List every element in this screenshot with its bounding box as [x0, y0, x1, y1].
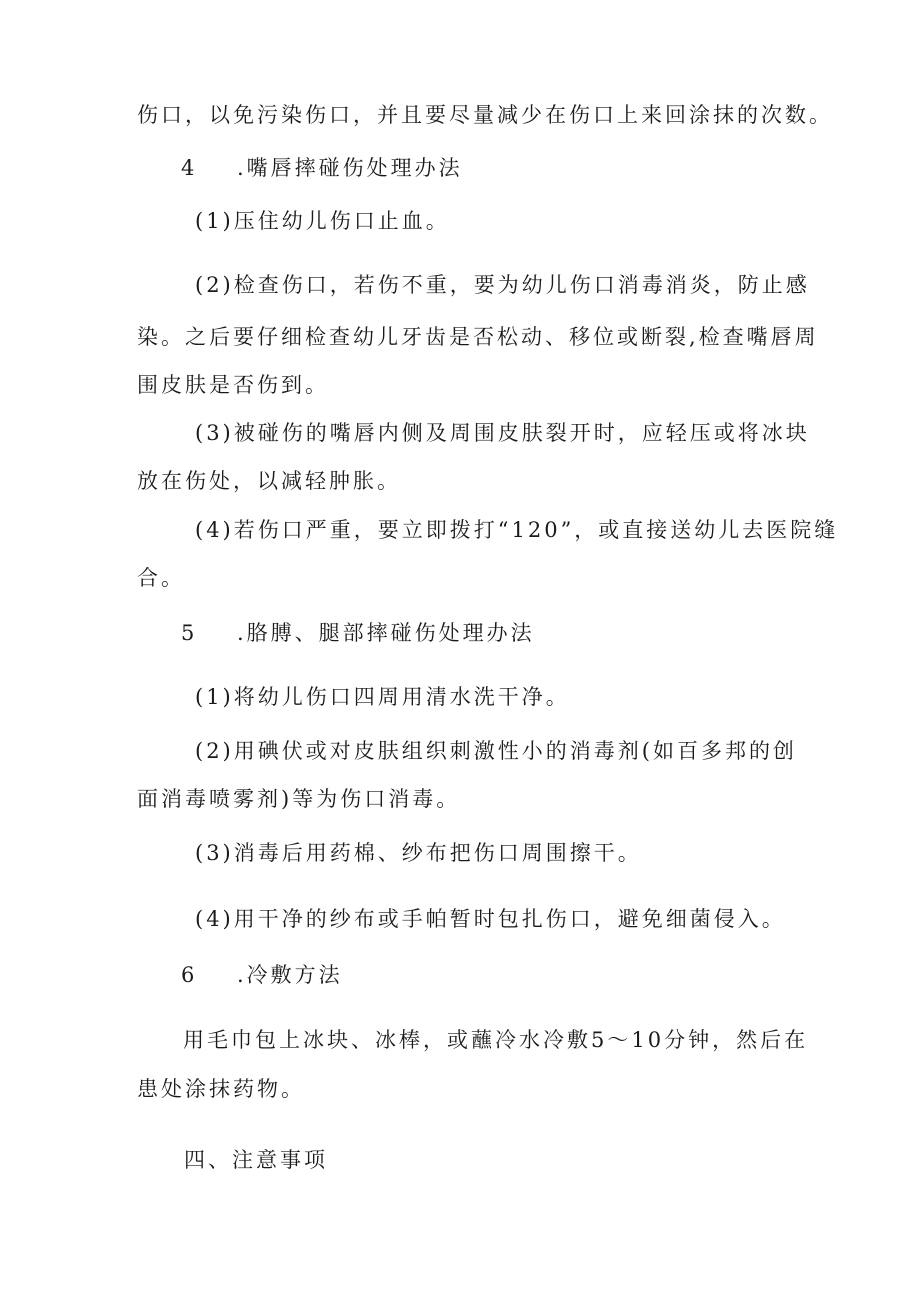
paragraph-line: (1)将幼儿伤口四周用清水洗干净。 [195, 685, 570, 709]
paragraph-line: 面消毒喷雾剂)等为伤口消毒。 [137, 787, 461, 811]
paragraph-line: (2)用碘伏或对皮肤组织刺激性小的消毒剂(如百多邦的创 [195, 739, 797, 763]
section-heading-6 [181, 960, 343, 990]
paragraph-line: 围皮肤是否伤到。 [137, 373, 329, 397]
paragraph-line: 伤口，以免污染伤口，并且要尽量减少在伤口上来回涂抹的次数。 [137, 103, 833, 127]
section-title: 四、注意事项 [184, 1148, 328, 1172]
paragraph-line: 染。之后要仔细检查幼儿牙齿是否松动、移位或断裂,检查嘴唇周 [137, 325, 819, 349]
paragraph-line: (4)若伤口严重，要立即拨打“120”，或直接送幼儿去医院缝 [195, 518, 839, 542]
paragraph-line: (3)消毒后用药棉、纱布把伤口周围擦干。 [195, 841, 642, 865]
heading-text: .冷敷方法 [237, 963, 343, 987]
heading-number: 6 [181, 963, 198, 987]
paragraph-line: (4)用干净的纱布或手帕暂时包扎伤口，避免细菌侵入。 [195, 907, 786, 931]
paragraph-line: (1)压住幼儿伤口止血。 [195, 209, 450, 233]
paragraph-line: (3)被碰伤的嘴唇内侧及周围皮肤裂开时，应轻压或将冰块 [195, 421, 810, 445]
heading-number: 4 [181, 156, 198, 180]
section-heading-5 [181, 618, 535, 648]
heading-text: .嘴唇摔碰伤处理办法 [237, 156, 463, 180]
paragraph-line: 合。 [137, 566, 185, 590]
paragraph-line: (2)检查伤口，若伤不重，要为幼儿伤口消毒消炎，防止感 [195, 273, 810, 297]
paragraph-line: 用毛巾包上冰块、冰棒，或蘸冷水冷敷5～10分钟，然后在 [183, 1028, 809, 1052]
heading-text: .胳膊、腿部摔碰伤处理办法 [237, 621, 535, 645]
section-heading-4 [181, 153, 463, 183]
paragraph-line: 放在伤处，以减轻肿胀。 [137, 469, 401, 493]
heading-number: 5 [181, 621, 198, 645]
paragraph-line: 患处涂抹药物。 [137, 1077, 305, 1101]
